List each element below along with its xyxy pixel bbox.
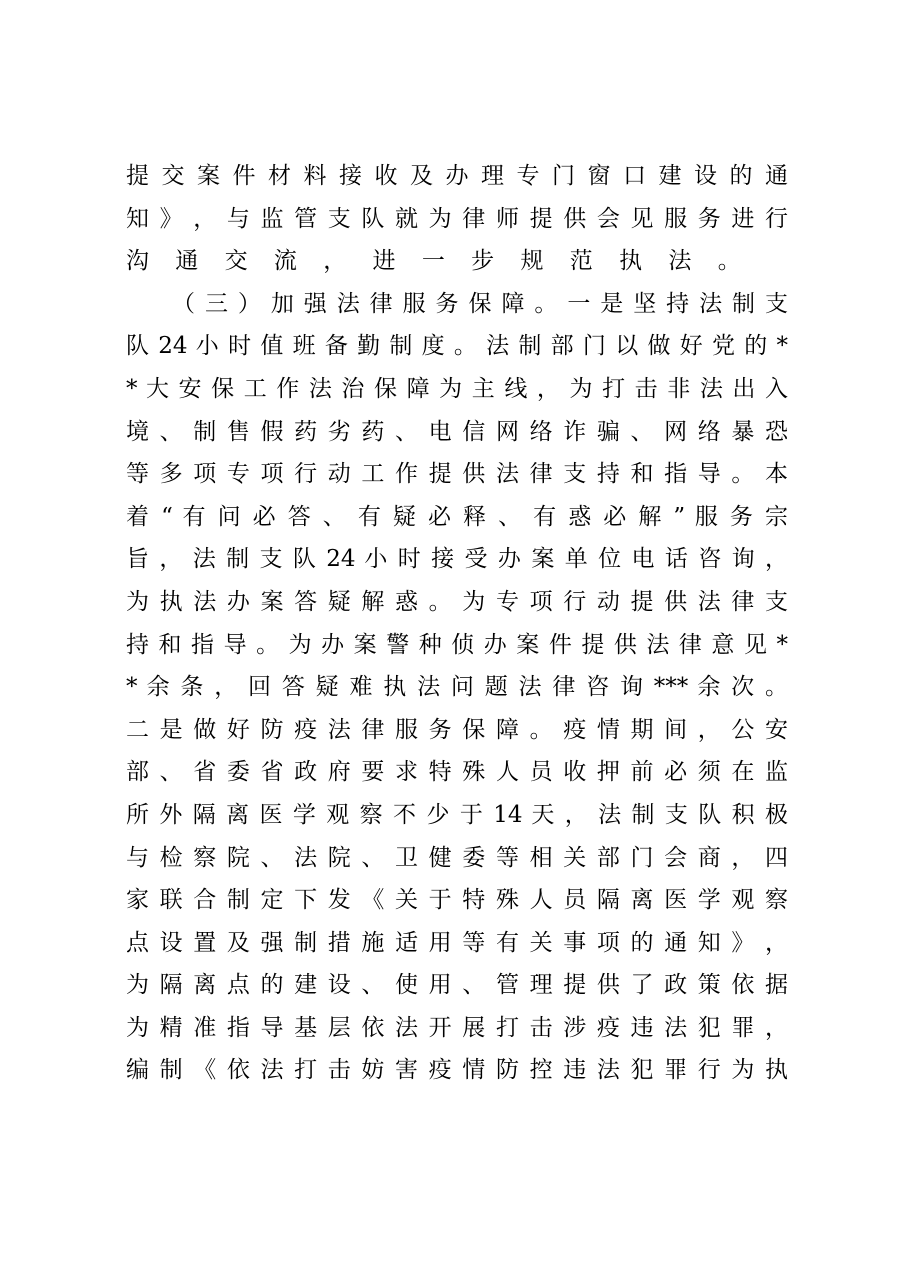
text-line-1: 提 交 案 件 材 料 接 收 及 办 理 专 门 窗 口 建 设 的 通 (126, 163, 788, 189)
text-line-4: （ 三 ） 加 强 法 律 服 务 保 障 。 一 是 坚 持 法 制 支 (172, 290, 788, 317)
text-line-19: 点 设 置 及 强 制 措 施 适 用 等 有 关 事 项 的 通 知 》 ， (126, 929, 788, 956)
text-line-13: * 余 条 ， 回 答 疑 难 执 法 问 题 法 律 咨 询 *** 余 次 。 (126, 674, 788, 701)
text-line-9: 着 “ 有 问 必 答 、 有 疑 必 释 、 有 惑 必 解 ” 服 务 宗 (126, 503, 788, 530)
text-line-15: 部 、 省 委 省 政 府 要 求 特 殊 人 员 收 押 前 必 须 在 监 (126, 759, 788, 786)
text-line-14: 二 是 做 好 防 疫 法 律 服 务 保 障 。 疫 情 期 间 ， 公 安 (126, 716, 788, 743)
text-line-16: 所 外 隔 离 医 学 观 察 不 少 于 14 天 ， 法 制 支 队 积 极 (126, 801, 788, 828)
text-line-20: 为 隔 离 点 的 建 设 、 使 用 、 管 理 提 供 了 政 策 依 据 (126, 972, 788, 999)
text-line-21: 为 精 准 指 导 基 层 依 法 开 展 打 击 涉 疫 违 法 犯 罪 ， (126, 1014, 788, 1041)
document-body (126, 155, 788, 1092)
text-line-17: 与 检 察 院 、 法 院 、 卫 健 委 等 相 关 部 门 会 商 ， 四 (126, 844, 788, 871)
text-line-10: 旨 ， 法 制 支 队 24 小 时 接 受 办 案 单 位 电 话 咨 询 ， (126, 546, 788, 573)
text-line-22: 编 制 《 依 法 打 击 妨 害 疫 情 防 控 违 法 犯 罪 行 为 执 (126, 1057, 788, 1084)
text-line-18: 家 联 合 制 定 下 发 《 关 于 特 殊 人 员 隔 离 医 学 观 察 (126, 887, 788, 914)
text-line-3: 沟 通 交 流 ， 进 一 步 规 范 执 法 。 (126, 248, 751, 275)
text-line-2: 知 》 ， 与 监 管 支 队 就 为 律 师 提 供 会 见 服 务 进 行 (126, 205, 788, 232)
text-line-12: 持 和 指 导 。 为 办 案 警 种 侦 办 案 件 提 供 法 律 意 见 * (126, 631, 788, 658)
text-line-7: 境 、 制 售 假 药 劣 药 、 电 信 网 络 诈 骗 、 网 络 暴 恐 (126, 418, 788, 445)
text-line-5: 队 24 小 时 值 班 备 勤 制 度 。 法 制 部 门 以 做 好 党 的 * (126, 333, 788, 360)
text-line-6: * 大 安 保 工 作 法 治 保 障 为 主 线 ， 为 打 击 非 法 出 入 (126, 375, 788, 402)
text-line-11: 为 执 法 办 案 答 疑 解 惑 。 为 专 项 行 动 提 供 法 律 支 (126, 588, 788, 615)
text-line-8: 等 多 项 专 项 行 动 工 作 提 供 法 律 支 持 和 指 导 。 本 (126, 461, 788, 488)
